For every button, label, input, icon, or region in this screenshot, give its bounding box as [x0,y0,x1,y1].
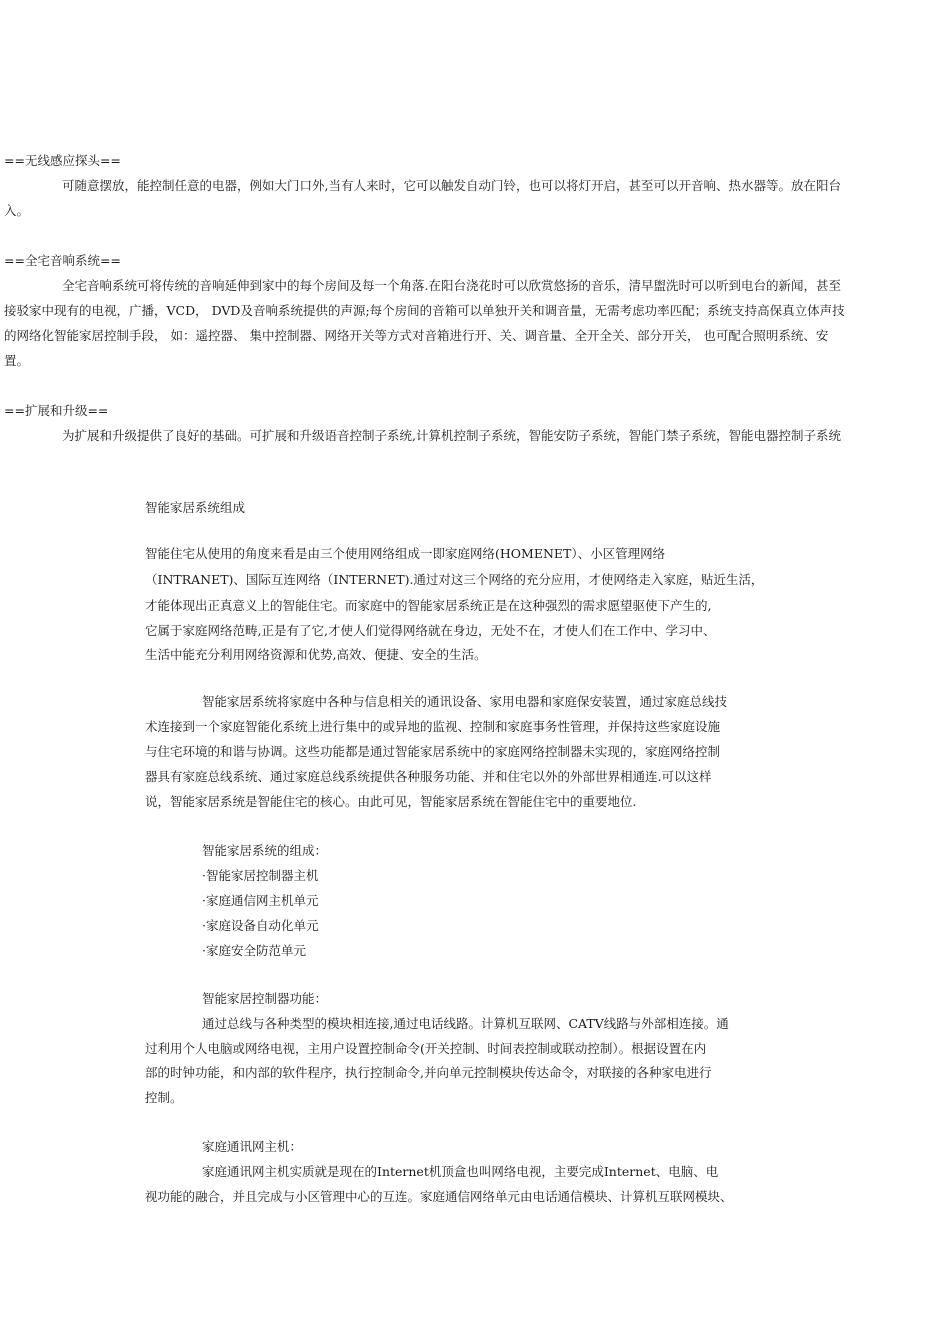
paragraph-1-line-2: （INTRANET)、国际互连网络（INTERNET).通过对这三个网络的充分应用，才使网络走入家庭，贴近生活， [145,572,764,587]
network-text-line-2: 视功能的融合，并且完成与小区管理中心的互连。家庭通信网络单元由电话通信模块、计算机互联网模块、 [145,1189,733,1204]
network-heading: 家庭通讯网主机： [202,1139,303,1154]
paragraph-1-line-1: 智能住宅从使用的角度来看是由三个使用网络组成一即家庭网络(HOMENET）、小区管理网络 [145,546,666,561]
paragraph-2-line-4: 器具有家庭总线系统、通过家庭总线系统提供各种服务功能、并和住宅以外的外部世界相通连.可以这样 [145,769,712,784]
expand-text-line-1: 为扩展和升级提供了良好的基础。可扩展和升级语音控制子系统,计算机控制子系统，智能安防子系统，智能门禁子系统，智能电器控制子系统 [62,428,841,443]
paragraph-2-line-2: 术连接到一个家庭智能化系统上进行集中的或异地的监视、控制和家庭事务性管理，并保持这些家庭设施 [145,719,721,734]
paragraph-1-line-3: 才能体现出正真意义上的智能住宅。而家庭中的智能家居系统正是在这种强烈的需求愿望驱使下产生的, [145,598,712,613]
composition-item: ·智能家居控制器主机 [202,868,319,883]
paragraph-1-line-4: 它属于家庭网络范畴,正是有了它,才使人们觉得网络就在身边，无处不在，才使人们在工作中、学习中、 [145,623,716,638]
composition-heading: 智能家居系统的组成： [202,843,328,858]
controller-text-line-2: 过利用个人电脑或网络电视，主用户设置控制命令(开关控制、时间表控制或联动控制）。根据设置在内 [145,1041,707,1056]
heading-wireless-sensor: ==无线感应探头== [4,153,121,168]
audio-text-line-1: 全宅音响系统可将传统的音响延伸到家中的每个房间及每一个角落.在阳台浇花时可以欣赏悠扬的音乐，清早盥洗时可以听到电台的新闻，甚至 [62,278,841,293]
composition-item: ·家庭通信网主机单元 [202,893,319,908]
controller-heading: 智能家居控制器功能： [202,991,328,1006]
audio-text-line-3: 的网络化智能家居控制手段， 如：遥控器、 集中控制器、网络开关等方式对音箱进行开、关、调音量、全开全关、部分开关， 也可配合照明系统、安 [4,328,829,343]
controller-text-line-3: 部的时钟功能，和内部的软件程序，执行控制命令,并向单元控制模块传达命令，对联接的各种家电进行 [145,1065,712,1080]
audio-text-line-4: 置。 [4,353,30,368]
network-text-line-1: 家庭通讯网主机实质就是现在的Internet机顶盒也叫网络电视，主要完成Internet、电脑、电 [202,1164,719,1179]
section-title: 智能家居系统组成 [145,500,246,515]
paragraph-2-line-5: 说，智能家居系统是智能住宅的核心。由此可见，智能家居系统在智能住宅中的重要地位. [145,794,637,809]
wireless-text-line-1: 可随意摆放，能控制任意的电器，例如大门口外,当有人来时，它可以触发自动门铃，也可以将灯开启，甚至可以开音响、热水器等。放在阳台 [62,178,841,193]
controller-text-line-1: 通过总线与各种类型的模块相连接,通过电话线路。计算机互联网、CATV线路与外部相连接。通 [202,1016,729,1031]
composition-item: ·家庭设备自动化单元 [202,918,319,933]
paragraph-2-line-3: 与住宅环境的和谐与协调。这些功能都是通过智能家居系统中的家庭网络控制器未实现的，家庭网络控制 [145,744,721,759]
audio-text-line-2: 接驳家中现有的电视，广播，VCD， DVD及音响系统提供的声源;每个房间的音箱可以单独开关和调音量，无需考虑功率匹配；系统支持高保真立体声技 [4,303,845,318]
composition-item: ·家庭安全防范单元 [202,943,306,958]
controller-text-line-4: 控制。 [145,1090,183,1105]
paragraph-1-line-5: 生活中能充分利用网络资源和优势,高效、便捷、安全的生活。 [145,647,487,662]
heading-expand-upgrade: ==扩展和升级== [4,403,109,418]
wireless-text-line-2: 入。 [4,203,30,218]
heading-whole-house-audio: ==全宅音响系统== [4,253,121,268]
paragraph-2-line-1: 智能家居系统将家庭中各种与信息相关的通讯设备、家用电器和家庭保安装置，通过家庭总线技 [202,694,728,709]
